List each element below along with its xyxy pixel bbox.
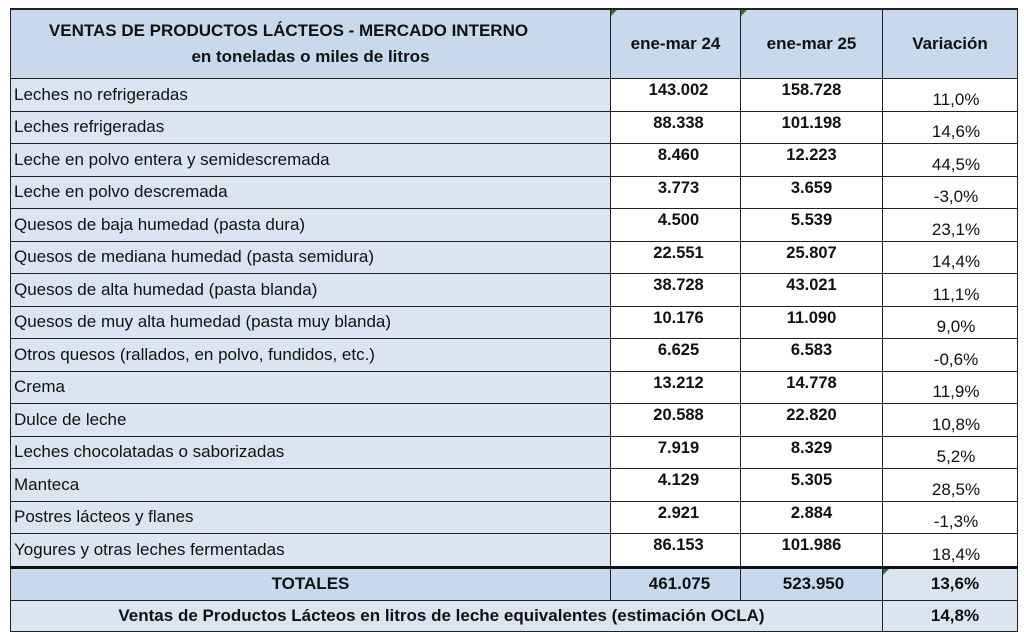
variation-cell: 11,1% bbox=[883, 274, 1018, 307]
totals-variation-value: 13,6% bbox=[930, 574, 980, 593]
table-row bbox=[11, 404, 1018, 437]
value-2025-cell: 12.223 bbox=[741, 144, 883, 177]
milk-equivalent-variation: 14,8% bbox=[883, 600, 1018, 631]
column-header-variation bbox=[883, 9, 1018, 79]
variation-cell: 10,8% bbox=[883, 404, 1018, 437]
table-row bbox=[11, 176, 1018, 209]
value-2024-cell: 38.728 bbox=[611, 274, 741, 307]
milk-equivalent-row bbox=[11, 600, 1018, 631]
column-header-2024-label: ene-mar 24 bbox=[630, 34, 721, 53]
cell-comment-marker bbox=[883, 569, 889, 575]
value-2024-cell: 7.919 bbox=[611, 436, 741, 469]
column-header-variation-label: Variación bbox=[912, 34, 988, 53]
table-row bbox=[11, 241, 1018, 274]
product-name-cell: Quesos de muy alta humedad (pasta muy blanda) bbox=[11, 306, 611, 339]
table-title: VENTAS DE PRODUCTOS LÁCTEOS - MERCADO INTERNO bbox=[48, 21, 529, 40]
variation-cell: 18,4% bbox=[883, 534, 1018, 568]
value-2025-cell: 2.884 bbox=[741, 501, 883, 534]
value-2025-cell: 25.807 bbox=[741, 241, 883, 274]
product-name-cell: Leches chocolatadas o saborizadas bbox=[11, 436, 611, 469]
table-subtitle: en toneladas o miles de litros bbox=[191, 47, 430, 66]
column-header-2025 bbox=[741, 9, 883, 79]
variation-cell: -0,6% bbox=[883, 339, 1018, 372]
totals-label: TOTALES bbox=[11, 567, 611, 600]
value-2025-cell: 22.820 bbox=[741, 404, 883, 437]
value-2025-cell: 158.728 bbox=[741, 79, 883, 112]
table-row bbox=[11, 306, 1018, 339]
value-2025-cell: 8.329 bbox=[741, 436, 883, 469]
variation-cell: -1,3% bbox=[883, 501, 1018, 534]
product-name-cell: Leche en polvo entera y semidescremada bbox=[11, 144, 611, 177]
value-2024-cell: 88.338 bbox=[611, 111, 741, 144]
table-row bbox=[11, 79, 1018, 112]
column-header-2024 bbox=[611, 9, 741, 79]
value-2024-cell: 4.500 bbox=[611, 209, 741, 242]
product-name-cell: Crema bbox=[11, 371, 611, 404]
value-2025-cell: 11.090 bbox=[741, 306, 883, 339]
product-name-cell: Quesos de alta humedad (pasta blanda) bbox=[11, 274, 611, 307]
value-2025-cell: 5.539 bbox=[741, 209, 883, 242]
value-2025-cell: 101.986 bbox=[741, 534, 883, 568]
dairy-sales-table bbox=[10, 8, 1018, 632]
variation-cell: 11,9% bbox=[883, 371, 1018, 404]
value-2025-cell: 14.778 bbox=[741, 371, 883, 404]
product-name-cell: Quesos de baja humedad (pasta dura) bbox=[11, 209, 611, 242]
value-2024-cell: 8.460 bbox=[611, 144, 741, 177]
column-header-2025-label: ene-mar 25 bbox=[766, 34, 857, 53]
value-2024-cell: 20.588 bbox=[611, 404, 741, 437]
value-2025-cell: 6.583 bbox=[741, 339, 883, 372]
table-body bbox=[11, 9, 1018, 631]
product-name-cell: Leche en polvo descremada bbox=[11, 176, 611, 209]
table-row bbox=[11, 209, 1018, 242]
milk-equivalent-label: Ventas de Productos Lácteos en litros de leche equivalentes (estimación OCLA) bbox=[11, 600, 883, 631]
product-name-cell: Manteca bbox=[11, 469, 611, 502]
table-row bbox=[11, 501, 1018, 534]
table-row bbox=[11, 111, 1018, 144]
table-row bbox=[11, 436, 1018, 469]
cell-comment-marker bbox=[611, 10, 617, 16]
value-2024-cell: 4.129 bbox=[611, 469, 741, 502]
variation-cell: -3,0% bbox=[883, 176, 1018, 209]
value-2024-cell: 10.176 bbox=[611, 306, 741, 339]
totals-2025: 523.950 bbox=[741, 567, 883, 600]
table-title-cell bbox=[11, 9, 611, 79]
value-2024-cell: 13.212 bbox=[611, 371, 741, 404]
value-2024-cell: 6.625 bbox=[611, 339, 741, 372]
value-2025-cell: 101.198 bbox=[741, 111, 883, 144]
product-name-cell: Otros quesos (rallados, en polvo, fundidos, etc.) bbox=[11, 339, 611, 372]
value-2024-cell: 3.773 bbox=[611, 176, 741, 209]
variation-cell: 11,0% bbox=[883, 79, 1018, 112]
cell-comment-marker bbox=[741, 10, 747, 16]
value-2024-cell: 22.551 bbox=[611, 241, 741, 274]
variation-cell: 14,4% bbox=[883, 241, 1018, 274]
variation-cell: 23,1% bbox=[883, 209, 1018, 242]
table-row bbox=[11, 144, 1018, 177]
value-2025-cell: 43.021 bbox=[741, 274, 883, 307]
variation-cell: 28,5% bbox=[883, 469, 1018, 502]
value-2024-cell: 2.921 bbox=[611, 501, 741, 534]
value-2025-cell: 3.659 bbox=[741, 176, 883, 209]
product-name-cell: Leches no refrigeradas bbox=[11, 79, 611, 112]
table-row bbox=[11, 274, 1018, 307]
product-name-cell: Leches refrigeradas bbox=[11, 111, 611, 144]
totals-variation bbox=[883, 567, 1018, 600]
product-name-cell: Dulce de leche bbox=[11, 404, 611, 437]
product-name-cell: Postres lácteos y flanes bbox=[11, 501, 611, 534]
variation-cell: 44,5% bbox=[883, 144, 1018, 177]
table-row bbox=[11, 339, 1018, 372]
totals-row bbox=[11, 567, 1018, 600]
value-2024-cell: 143.002 bbox=[611, 79, 741, 112]
variation-cell: 9,0% bbox=[883, 306, 1018, 339]
table-row bbox=[11, 371, 1018, 404]
product-name-cell: Quesos de mediana humedad (pasta semidura) bbox=[11, 241, 611, 274]
header-row bbox=[11, 9, 1018, 79]
totals-2024: 461.075 bbox=[611, 567, 741, 600]
variation-cell: 14,6% bbox=[883, 111, 1018, 144]
value-2024-cell: 86.153 bbox=[611, 534, 741, 568]
value-2025-cell: 5.305 bbox=[741, 469, 883, 502]
product-name-cell: Yogures y otras leches fermentadas bbox=[11, 534, 611, 568]
table-row bbox=[11, 534, 1018, 568]
table-row bbox=[11, 469, 1018, 502]
variation-cell: 5,2% bbox=[883, 436, 1018, 469]
